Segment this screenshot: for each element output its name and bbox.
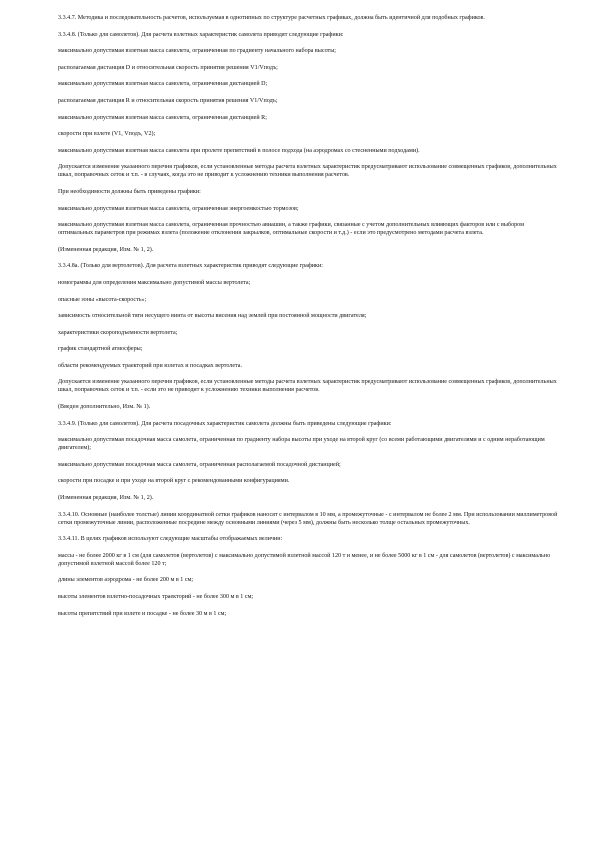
list-item: номограммы для определения максимально допустимой массы вертолета; [58, 279, 251, 286]
paragraph-3-3-4-8: 3.3.4.8. (Только для самолетов). Для расчета взлетных характеристик самолета приводят следующие графики: [58, 31, 344, 38]
amendment-note: (Введен дополнительно, Изм. № 1). [58, 404, 151, 411]
paragraph-3-3-4-11: 3.3.4.11. В целях графиков используют следующие масштабы отображаемых величин: [58, 536, 283, 543]
amendment-note: (Измененная редакция, Изм. № 1, 2). [58, 495, 154, 502]
list-item: скорости при посадке и при уходе на второй круг с рекомендованными конфигурациями. [58, 478, 290, 485]
list-item: длины элементов аэродрома - не более 200 м в 1 см; [58, 577, 194, 584]
list-item: максимально допустимая взлетная масса самолета при пролете препятствий в полосе подхода (на аэродромах со стесненными подходами). [58, 147, 420, 154]
list-item: зависимость относительной тяги несущего винта от высоты висения над землей при постоянной мощности двигателя; [58, 313, 367, 320]
list-item: максимально допустимая взлетная масса самолета, ограниченная дистанцией D; [58, 81, 268, 88]
list-item: график стандартной атмосферы; [58, 346, 143, 353]
list-item: располагаемая дистанция D и относительная скорость принятия решения V1/Vподъ; [58, 64, 278, 71]
list-item: области рекомендуемых траекторий при взлетах и посадках вертолета. [58, 362, 243, 369]
paragraph-3-3-4-9: 3.3.4.9. (Только для самолетов). Для расчета посадочных характеристик самолета должны быть приведены следующие графики: [58, 420, 392, 427]
amendment-note: (Измененная редакция, Изм. № 1, 2). [58, 246, 154, 253]
list-item: высоты элементов взлетно-посадочных траекторий - не более 300 м в 1 см; [58, 594, 254, 600]
list-item: максимально допустимая взлетная масса самолета, ограниченная по градиенту начального набора высоты; [58, 48, 336, 55]
list-item: максимально допустимая взлетная масса самолета, ограниченная дистанцией R; [58, 114, 267, 121]
paragraph-3-3-4-7: 3.3.4.7. Методика и последовательность расчетов, используемая в однотипных по структуре расчетных графиках, должна быть идентичной для подобных графиков. [58, 15, 485, 21]
paragraph-note: Допускается изменение указанного перечня графиков, если установленные методы расчета взлетных характеристик предусматривают использование совмещенных графиков, дополнительных шкал, поправочных сеток и т.п. - если это не приводит к усложнению техники выполнения расчетов. [58, 379, 557, 394]
list-item: характеристики скороподъемности вертолета; [58, 329, 178, 336]
paragraph-3-3-4-8a: 3.3.4.8а. (Только для вертолетов). Для расчета взлетных характеристик приводят следующие графики: [58, 263, 323, 270]
list-item: максимально допустимая взлетная масса самолета, ограниченная энергоемкостью тормозов; [58, 205, 299, 212]
document-body [58, 14, 558, 626]
list-item: высоты препятствий при взлете и посадке - не более 30 м в 1 см; [58, 610, 227, 617]
list-item: массы - не более 2000 кг в 1 см (для самолетов (вертолетов) с максимально допустимой взлетной массой 120 т и менее, и не более 5000 кг в 1 см - для самолетов (вертолетов) с максимально допустимой взлетной массой более 120 т; [58, 552, 551, 567]
paragraph-note: Допускается изменение указанного перечня графиков, если установленные методы расчета взлетных характеристик предусматривают использование совмещенных графиков, дополнительных шкал, поправочных сеток и т.п. - в случаях, когда это не приводит к усложнению техники выполнения расчетов. [58, 164, 557, 179]
list-item: опасные зоны «высота-скорость»; [58, 296, 147, 303]
list-item: располагаемая дистанция R и относительная скорость принятия решения V1/Vподъ; [58, 97, 278, 104]
list-item: максимально допустимая посадочная масса самолета, ограниченная по градиенту набора высоты при уходе на второй круг (со всеми работающими двигателями и с одним неработающим двигателем); [58, 437, 545, 452]
paragraph: При необходимости должны быть приведены графики: [58, 188, 201, 195]
paragraph-3-3-4-10: 3.3.4.10. Основные (наиболее толстые) линии координатной сетки графиков наносят с интервалом в 10 мм, а промежуточные - с интервалом не более 2 мм. При использовании миллиметровой сетки промежуточные линии, расположенные посредине между основными линиями (через 5 мм), должны быть несколько толще остальных промежуточных. [58, 511, 558, 526]
list-item: максимально допустимая посадочная масса самолета, ограниченная располагаемой посадочной дистанцией; [58, 461, 341, 468]
list-item: максимально допустимая взлетная масса самолета, ограниченная прочностью авиашин, а также графики, связанные с учетом дополнительных влияющих факторов или с выбором оптимальных параметров при режимах взлета (положение отклонения закрылков, оптимальные скорости и т.д.) - если это предусмотрено методами расчета взлета. [58, 222, 524, 237]
list-item: скорости при взлете (V1, Vподъ, V2); [58, 131, 156, 138]
